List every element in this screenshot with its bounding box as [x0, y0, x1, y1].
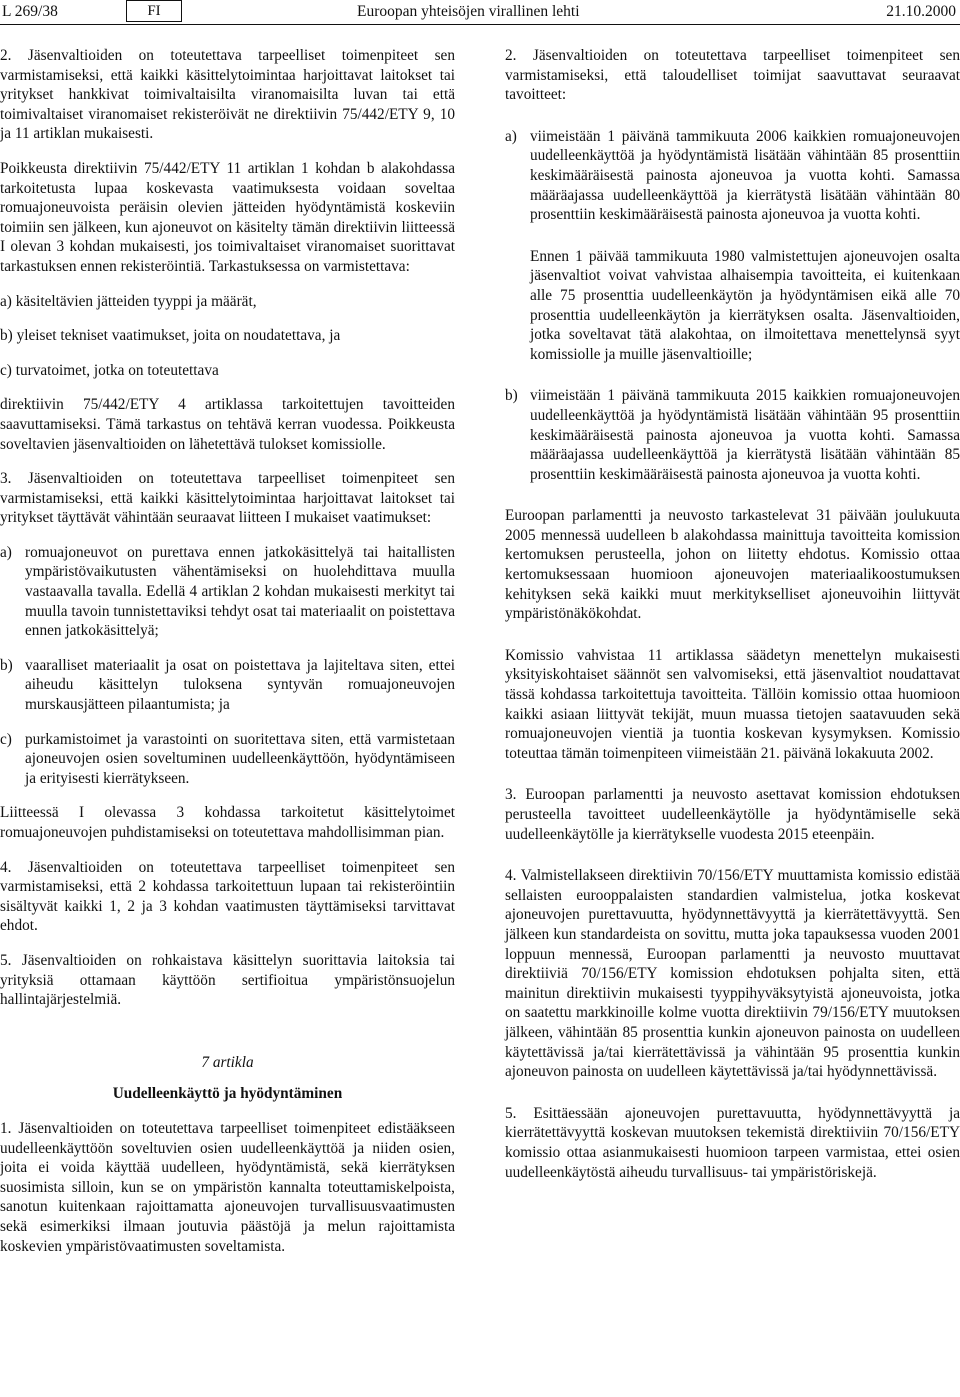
paragraph-parliament: Euroopan parlamentti ja neuvosto tarkastelevat 31 päivään joulukuuta 2005 mennessä uudelleen b alakohdassa mainittuja tavoitteita komission kertomuksen perusteella, johon on liitetty ehdotus. Komissio ottaa kertomuksessaan huomioon ajoneuvojen materiaalikoostumuksen kehityksen sekä kaikki muut merkitykselliset ajoneuvoihin liittyvät ympäristönäkökohdat. [505, 507, 960, 623]
paragraph-2: 2. Jäsenvaltioiden on toteutettava tarpeelliset toimenpiteet sen varmistamiseksi, että kaikki käsittelytoimintaa harjoittavat laitokset tai yritykset hankkivat toimivaltaisilta viranomaisilta luvan tai että toimivaltaiset viranomaiset rekisteröivät ne direktiivin 75/442/ETY 9, 10 ja 11 artiklan mukaisesti. [0, 47, 455, 143]
list-item-c: c) turvatoimet, jotka on toteutettava [0, 361, 219, 379]
page-header [0, 0, 960, 22]
requirement-c-text: purkamistoimet ja varastointi on suoritettava siten, että varmistetaan ajoneuvojen osien soveltuminen uudelleenkäyttöön, hyödyntämiseen ja erityisesti kierrätykseen. [25, 730, 455, 787]
language-code-box: FI [126, 0, 182, 22]
goal-a-label: a) [505, 127, 517, 145]
paragraph-5: 5. Jäsenvaltioiden on rohkaistava käsittelyn suorittavia laitoksia tai yrityksiä ottamaan käyttöön sertifioitua ympäristönsuojelun hallintajärjestelmiä. [0, 951, 455, 1009]
header-divider [0, 24, 960, 25]
right-column [505, 46, 960, 1182]
list-item-a: a) käsiteltävien jätteiden tyyppi ja määrät, [0, 292, 257, 310]
requirement-a [0, 543, 455, 641]
page-reference: L 269/38 [2, 3, 58, 20]
list-item-b: b) yleiset tekniset vaatimukset, joita on noudatettava, ja [0, 327, 341, 345]
article-title: Uudelleenkäyttö ja hyödyntäminen [112, 1085, 343, 1103]
requirement-b-label: b) [0, 656, 13, 674]
goal-b-label: b) [505, 387, 518, 405]
requirement-c [0, 730, 455, 789]
requirement-b-text: vaaralliset materiaalit ja osat on poistettava ja lajiteltava siten, ettei aiheudu käsittelyn tuloksena syntyvän romuajoneuvojen murskausjätteen pilaantumista; ja [25, 656, 455, 714]
goal-b-text: viimeistään 1 päivänä tammikuuta 2015 kaikkien romuajoneuvojen uudelleenkäyttöä ja hyödyntämistä lisätään vähintään 95 prosenttiin keskimääräisestä painosta ajoneuvoa ja vuotta kohti. Samassa määräajassa uudelleenkäyttöä ja kierrätystä lisätään vähintään 85 prosenttiin keskimääräisestä painosta ajoneuvoa ja vuotta kohti. [530, 387, 960, 483]
goal-a [505, 127, 960, 225]
goal-b [505, 386, 960, 484]
paragraph-directive: direktiivin 75/442/ETY 4 artiklassa tarkoitettujen tavoitteiden saavuttamiseksi. Tämä tarkastus on tehtävä kerran vuodessa. Poikkeusta soveltavien jäsenvaltioiden on lähetettävä tulokset komissiolle. [0, 396, 455, 453]
article-paragraph-1: 1. Jäsenvaltioiden on toteutettava tarpeelliset toimenpiteet edistääkseen uudelleenkäyttöön soveltuvien osien uudelleenkäyttöä ja niiden osien, joita ei voida käyttää uudelleen, hyödyntämistä, sekä kierrätyksen suosimista silloin, kun se on ympäristön kannalta toteuttamiskelpoista, sanotun kuitenkaan rajoittamatta ajoneuvojen turvallisuusvaatimusten sekä esimerkiksi ilmaan joutuvia päästöjä ja melun rajoittamista koskevien ympäristövaatimusten soveltamista. [0, 1119, 455, 1255]
journal-title: Euroopan yhteisöjen virallinen lehti [357, 3, 580, 20]
goal-a-text: viimeistään 1 päivänä tammikuuta 2006 kaikkien romuajoneuvojen uudelleenkäyttöä ja hyödyntämistä lisätään vähintään 85 prosenttiin keskimääräisestä painosta ajoneuvoa ja vuotta kohti. Samassa määräajassa uudelleenkäyttöä ja kierrätystä lisätään vähintään 80 prosenttiin keskimääräisestä painosta ajoneuvoa ja vuotta kohti. [530, 127, 960, 224]
paragraph-exception: Poikkeusta direktiivin 75/442/ETY 11 artiklan 1 kohdan b alakohdassa tarkoitetusta lupaa koskevasta vaatimuksesta voidaan soveltaa romuajoneuvoista peräisin olevien jätteiden hyödyntämistä koskeviin toimiin sen jälkeen, kun ajoneuvot on käsitelty tämän direktiivin liitteessä I olevan 3 kohdan mukaisesti, jos toimivaltaiset viranomaiset suorittavat tarkastuksen ennen rekisteröintiä. Tarkastuksessa on varmistettava: [0, 159, 455, 275]
paragraph-commission: Komissio vahvistaa 11 artiklassa säädetyn menettelyn mukaisesti yksityiskohtaiset säännöt sen valvomiseksi, että jäsenvaltiot noudattavat tässä kohdassa tarkoitettuja tavoitteita. Tällöin komissio ottaa huomioon kaikki asiaan liittyvät tekijät, muun muassa tietojen saatavuuden sekä romuajoneuvojen vientiä ja tuontia koskevan kysymyksen. Komissio toteuttaa tämän toimenpiteen viimeistään 21. päivänä lokakuuta 2002. [505, 646, 960, 762]
paragraph-4: 4. Jäsenvaltioiden on toteutettava tarpeelliset toimenpiteet sen varmistamiseksi, että 2 kohdassa tarkoitettuun lupaan tai rekisteröintiin sisältyvät kaikki 1, 2 ja 3 kohdan vaatimusten täyttämiseksi tarvittavat ehdot. [0, 858, 455, 935]
requirement-a-label: a) [0, 543, 12, 561]
paragraph-3: 3. Euroopan parlamentti ja neuvosto asettavat komission ehdotuksen perusteella tavoitteet uudelleenkäytölle ja hyödyntämiselle sekä uudelleenkäytölle ja kierrätykselle vuodesta 2015 eteenpäin. [505, 786, 960, 843]
paragraph-3: 3. Jäsenvaltioiden on toteutettava tarpeelliset toimenpiteet sen varmistamiseksi, että kaikki käsittelytoimintaa harjoittavat laitokset tai yritykset täyttävät vähintään seuraavat liitteen I mukaiset vaatimukset: [0, 470, 455, 527]
paragraph-annex: Liitteessä I olevassa 3 kohdassa tarkoitetut käsittelytoimet romuajoneuvojen puhdistamiseksi on toteutettava mahdollisimman pian. [0, 804, 455, 841]
paragraph-5: 5. Esittäessään ajoneuvojen purettavuutta, hyödynnettävyyttä ja kierrätettävyyttä koskevan muutoksen tekemistä direktiiviin 70/156/ETY komissio ottaa asianmukaisesti huomioon tarpeen varmistaa, ettei osien uudelleenkäytöstä aiheudu turvallisuus- tai ympäristöriskejä. [505, 1104, 960, 1181]
goal-a-extra: Ennen 1 päivää tammikuuta 1980 valmistettujen ajoneuvojen osalta jäsenvaltiot voivat vahvistaa alhaisempia tavoitteita, ei kuitenkaan alle 75 prosenttia uudelleenkäytön ja hyödyntämisen eikä alle 70 prosenttia uudelleenkäytön ja kierrätyksen osalta. Jäsenvaltioiden, jotka soveltavat tätä alakohtaa, on ilmoitettava menettelynsä syyt komissiolle ja muille jäsenvaltioille; [530, 247, 960, 363]
requirement-b [0, 656, 455, 715]
publication-date: 21.10.2000 [886, 3, 956, 20]
paragraph-2: 2. Jäsenvaltioiden on toteutettava tarpeelliset toimenpiteet sen varmistamiseksi, että taloudelliset toimijat saavuttavat seuraavat tavoitteet: [505, 47, 960, 104]
requirement-a-text: romuajoneuvot on purettava ennen jatkokäsittelyä tai haitallisten ympäristövaikutusten vähentämiseksi on huolehdittava muulla vastaavalla tavalla. Edellä 4 artiklan 2 kohdan mukaisesti merkityt tai muulla tavoin tunnistettaviksi tehdyt osat tai materiaalit on poistettava ennen jatkokäsittelyä; [25, 543, 455, 640]
left-column [0, 46, 455, 1256]
paragraph-4: 4. Valmistellakseen direktiivin 70/156/ETY muuttamista komissio edistää sellaisten eurooppalaisten standardien valmistelua, jotka koskevat ajoneuvojen purettavuutta, hyödynnettävyyttä ja kierrätettävyyttä. Sen jälkeen kun standardeista on sovittu, mutta joka tapauksessa vuoden 2001 loppuun mennessä, Euroopan parlamentti ja neuvosto muuttavat direktiiviä 70/156/ETY komission ehdotuksen pohjalta siten, että mainitun direktiivin mukaisesti tyyppihyväksytyistä ajoneuvoista, jotka on saatettu markkinoille kolme vuotta direktiivin 79/156/ETY muutoksen jälkeen, vähintään 85 prosenttia kunkin ajoneuvon painosta on uudelleen käytettävissä ja/tai kierrätettävissä ja vähintään 95 prosenttia kunkin ajoneuvon painosta on uudelleen käytettävissä ja/tai hyödynnettävissä. [505, 867, 960, 1081]
article-number: 7 artikla [201, 1053, 254, 1071]
requirement-c-label: c) [0, 730, 12, 748]
